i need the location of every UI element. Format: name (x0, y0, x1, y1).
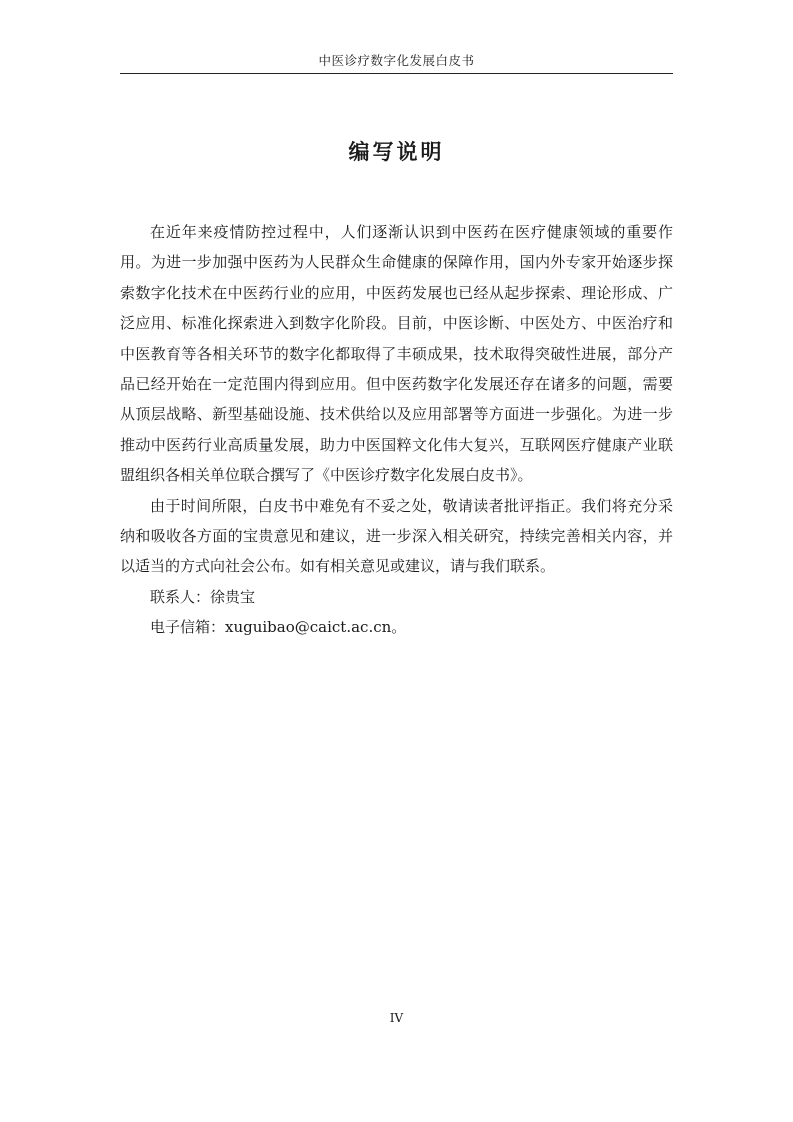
contact-email: 电子信箱：xuguibao@caict.ac.cn。 (150, 618, 407, 637)
header-divider (120, 73, 673, 74)
section-title: 编写说明 (348, 139, 445, 164)
page-number: IV (389, 1011, 404, 1025)
body-text (120, 217, 673, 643)
paragraph-feedback: 由于时间所限，白皮书中难免有不妥之处，敬请读者批评指正。我们将充分采纳和吸收各方面的宝贵意见和建议，进一步深入相关研究，持续完善相关内容，并以适当的方式向社会公布。如有相关意见或建议，请与我们联系。 (120, 496, 673, 576)
contact-person: 联系人：徐贵宝 (150, 587, 256, 606)
running-header: 中医诊疗数字化发展白皮书 (318, 53, 475, 68)
paragraph-intro: 在近年来疫情防控过程中，人们逐渐认识到中医药在医疗健康领域的重要作用。为进一步加强中医药为人民群众生命健康的保障作用，国内外专家开始逐步探索数字化技术在中医药行业的应用，中医药发展也已经从起步探索、理论形成、广泛应用、标准化探索进入到数字化阶段。目前，中医诊断、中医处方、中医治疗和中医教育等各相关环节的数字化都取得了丰硕成果，技术取得突破性进展，部分产品已经开始在一定范围内得到应用。但中医药数字化发展还存在诸多的问题，需要从顶层战略、新型基础设施、技术供给以及应用部署等方面进一步强化。为进一步推动中医药行业高质量发展，助力中医国粹文化伟大复兴，互联网医疗健康产业联盟组织各相关单位联合撰写了《中医诊疗数字化发展白皮书》。 (120, 223, 673, 485)
